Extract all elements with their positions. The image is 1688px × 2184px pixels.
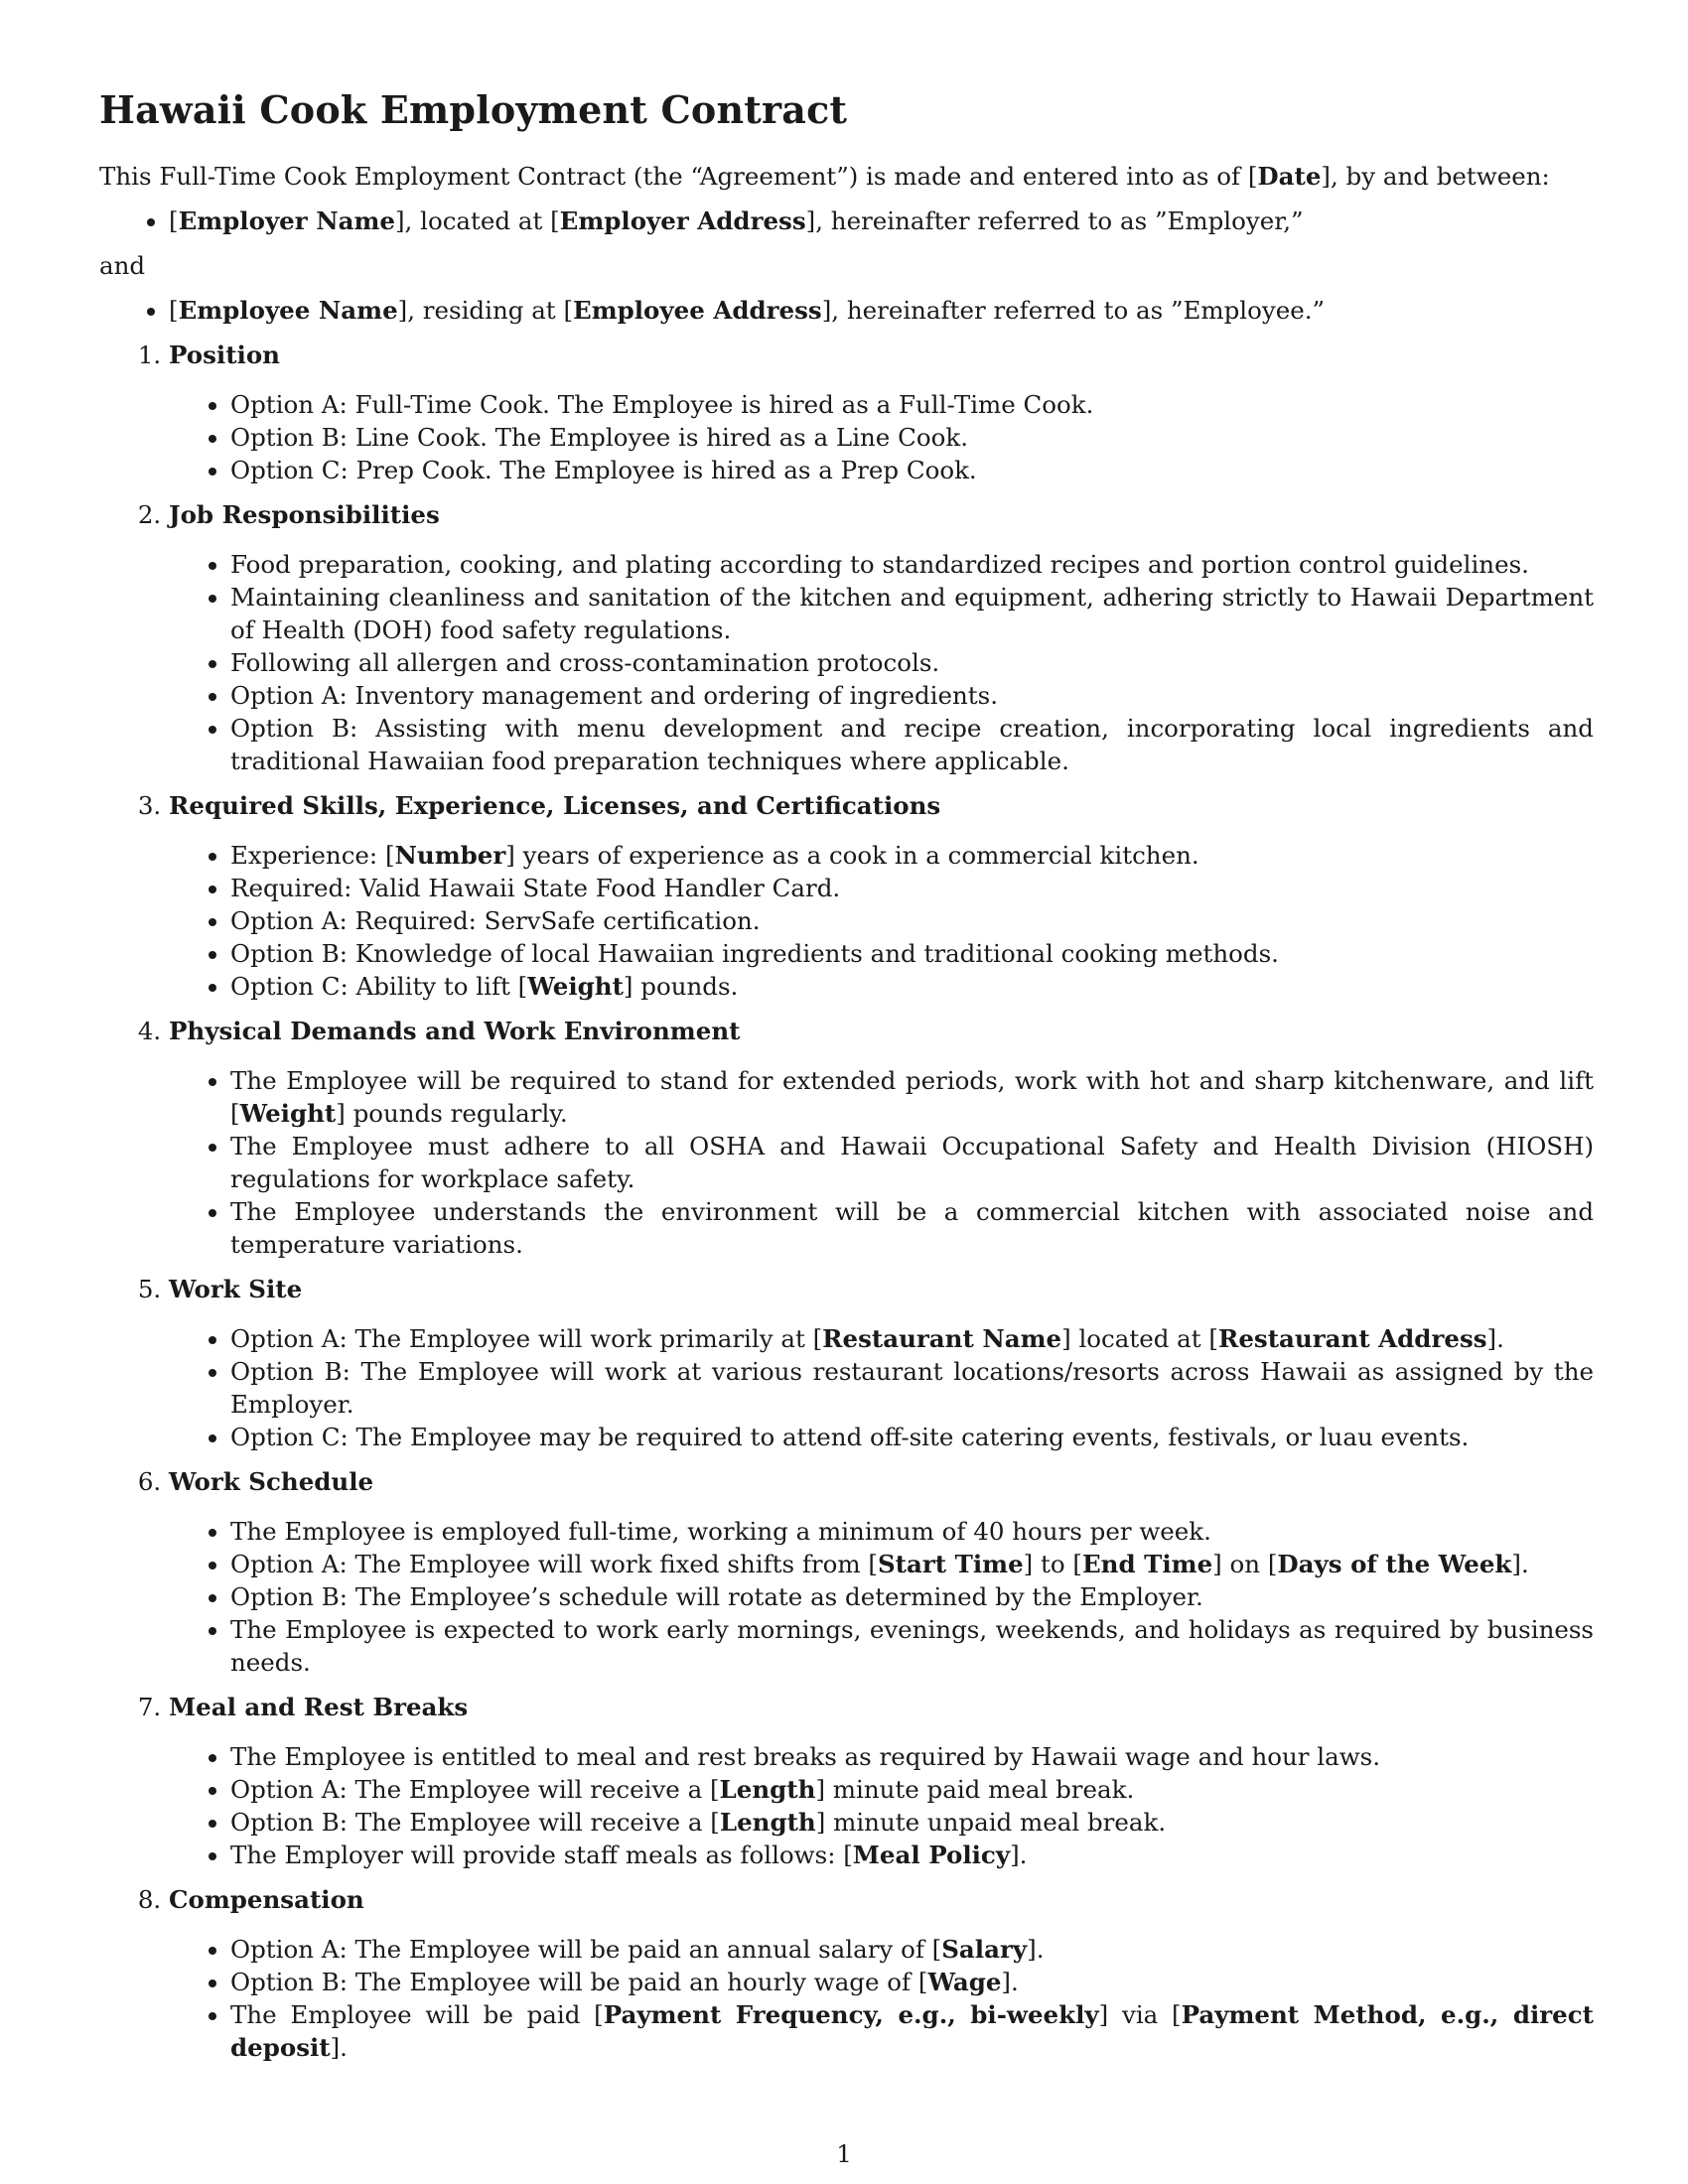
placeholder-field: Number — [394, 841, 506, 870]
section-items — [169, 388, 1594, 486]
list-item: • Option B: Knowledge of local Hawaiian ingredients and traditional cooking methods. — [230, 937, 1594, 970]
placeholder-field: End Time — [1081, 1550, 1213, 1578]
employee-item: • [Employee Name], residing at [Employee Address], hereinafter referred to as ”Employee.” — [169, 294, 1594, 327]
placeholder-field: Weight — [239, 1099, 337, 1128]
placeholder-field: Start Time — [877, 1550, 1024, 1578]
list-item — [230, 1548, 1594, 1580]
date-placeholder: Date — [1257, 162, 1322, 191]
employee-list — [99, 294, 1594, 327]
list-item — [230, 1933, 1594, 1966]
employer-mid: , located at — [404, 206, 551, 235]
list-item: • Option A: Inventory management and ordering of ingredients. — [230, 679, 1594, 712]
section-title: 7. Meal and Rest Breaks — [169, 1693, 469, 1721]
list-item: • Food preparation, cooking, and plating according to standardized recipes and portion control guidelines. — [230, 548, 1594, 581]
document-page — [99, 87, 1594, 2076]
list-item: • Following all allergen and cross-contamination protocols. — [230, 646, 1594, 679]
employer-item: • [Employer Name], located at [Employer Address], hereinafter referred to as ”Employer,” — [169, 205, 1594, 237]
document-title: Hawaii Cook Employment Contract — [99, 87, 848, 132]
item-text: ]. — [1001, 1968, 1019, 1996]
section-5 — [169, 1273, 1594, 1453]
list-item: • Option A: Full-Time Cook. The Employee is hired as a Full-Time Cook. — [230, 388, 1594, 421]
item-text: Option A: The Employee will work fixed shifts from [ — [230, 1550, 878, 1578]
list-item: • Maintaining cleanliness and sanitation of the kitchen and equipment, adhering strictly to Hawaii Department of Health (DOH) food safety regulations. — [230, 581, 1594, 646]
list-item: • Required: Valid Hawaii State Food Handler Card. — [230, 872, 1594, 904]
list-item: • The Employee must adhere to all OSHA and Hawaii Occupational Safety and Health Division (HIOSH) regulations for workplace safety. — [230, 1130, 1594, 1195]
item-text: ] minute unpaid meal break. — [815, 1808, 1167, 1837]
list-item — [230, 1966, 1594, 1998]
employer-list — [99, 205, 1594, 237]
list-item — [230, 839, 1594, 872]
item-text: ] years of experience as a cook in a commercial kitchen. — [505, 841, 1199, 870]
list-item — [230, 1322, 1594, 1355]
section-7 — [169, 1691, 1594, 1871]
placeholder-field: Length — [719, 1775, 816, 1804]
item-text: ] pounds regularly. — [336, 1099, 568, 1128]
item-text: Option A: The Employee will receive a [ — [230, 1775, 720, 1804]
intro-tail: , by and between: — [1330, 162, 1550, 191]
list-item — [230, 1998, 1594, 2064]
list-item: • The Employee is expected to work early mornings, evenings, weekends, and holidays as required by business needs. — [230, 1613, 1594, 1679]
section-2 — [169, 498, 1594, 777]
section-title: 8. Compensation — [169, 1885, 364, 1914]
item-text: ] via [ — [1098, 2000, 1182, 2029]
list-item — [230, 1839, 1594, 1871]
placeholder-field: Salary — [941, 1935, 1028, 1964]
employee-mid: , residing at — [407, 296, 564, 325]
placeholder-field: Wage — [927, 1968, 1002, 1996]
section-title: 1. Position — [169, 341, 280, 369]
item-text: Experience: [ — [230, 841, 395, 870]
list-item — [230, 1773, 1594, 1806]
list-item — [230, 1064, 1594, 1130]
item-text: ] on [ — [1212, 1550, 1278, 1578]
section-items — [169, 548, 1594, 777]
item-text: ]. — [1511, 1550, 1529, 1578]
item-text: The Employee will be required to stand for extended periods, work with hot and sharp kitchenware, and lift [ — [230, 1066, 1594, 1128]
section-items — [169, 1322, 1594, 1453]
list-item: • Option C: Prep Cook. The Employee is hired as a Prep Cook. — [230, 454, 1594, 486]
intro-text: This Full-Time Cook Employment Contract (the “Agreement”) is made and entered into as of — [99, 162, 1248, 191]
section-items — [169, 839, 1594, 1003]
item-text: ] located at [ — [1061, 1324, 1218, 1353]
placeholder-field: Days of the Week — [1277, 1550, 1512, 1578]
item-text: Option A: The Employee will be paid an annual salary of [ — [230, 1935, 942, 1964]
placeholder-field: Restaurant Name — [822, 1324, 1062, 1353]
employer-tail: , hereinafter referred to as ”Employer,” — [815, 206, 1304, 235]
section-title: 6. Work Schedule — [169, 1467, 374, 1496]
placeholder-field: Weight — [527, 972, 624, 1001]
employer-name-placeholder: Employer Name — [178, 206, 395, 235]
section-items — [169, 1515, 1594, 1679]
section-items — [169, 1933, 1594, 2064]
placeholder-field: Payment Method, e.g., direct deposit — [230, 2000, 1594, 2062]
placeholder-field: Restaurant Address — [1217, 1324, 1487, 1353]
item-text: ]. — [1010, 1841, 1028, 1869]
list-item: • The Employee understands the environment will be a commercial kitchen with associated noise and temperature variations. — [230, 1195, 1594, 1261]
list-item: • The Employee is employed full-time, working a minimum of 40 hours per week. — [230, 1515, 1594, 1548]
list-item: • Option C: The Employee may be required to attend off-site catering events, festivals, or luau events. — [230, 1421, 1594, 1453]
item-text: The Employee will be paid [ — [230, 2000, 604, 2029]
item-text: The Employer will provide staff meals as follows: [ — [230, 1841, 853, 1869]
item-text: ] minute paid meal break. — [815, 1775, 1135, 1804]
list-item: • Option B: The Employee will work at various restaurant locations/resorts across Hawaii as assigned by the Employer. — [230, 1355, 1594, 1421]
section-6 — [169, 1465, 1594, 1679]
item-text: Option A: The Employee will work primarily at [ — [230, 1324, 823, 1353]
item-text: Option C: Ability to lift [ — [230, 972, 528, 1001]
intro-paragraph: This Full-Time Cook Employment Contract (the “Agreement”) is made and entered into as of [Date], by and between: — [99, 162, 1550, 191]
section-3 — [169, 789, 1594, 1003]
section-4 — [169, 1015, 1594, 1261]
list-item: • Option B: Line Cook. The Employee is hired as a Line Cook. — [230, 421, 1594, 454]
section-1 — [169, 339, 1594, 486]
section-title: 2. Job Responsibilities — [169, 500, 440, 529]
list-item: • Option A: Required: ServSafe certification. — [230, 904, 1594, 937]
section-items — [169, 1740, 1594, 1871]
employer-address-placeholder: Employer Address — [559, 206, 806, 235]
section-title: 3. Required Skills, Experience, Licenses, and Certifications — [169, 791, 941, 820]
list-item: • Option B: Assisting with menu development and recipe creation, incorporating local ingredients and traditional Hawaiian food preparation techniques where applicable. — [230, 712, 1594, 777]
page-number: 1 — [836, 2139, 852, 2168]
item-text: ]. — [330, 2033, 348, 2062]
placeholder-field: Payment Frequency, e.g., bi-weekly — [603, 2000, 1099, 2029]
item-text: ]. — [1486, 1324, 1504, 1353]
item-text: ] pounds. — [623, 972, 739, 1001]
employee-address-placeholder: Employee Address — [573, 296, 822, 325]
section-items — [169, 1064, 1594, 1261]
placeholder-field: Meal Policy — [852, 1841, 1011, 1869]
section-title: 4. Physical Demands and Work Environment — [169, 1017, 741, 1045]
employee-tail: , hereinafter referred to as ”Employee.” — [831, 296, 1326, 325]
item-text: ]. — [1027, 1935, 1045, 1964]
list-item: • Option B: The Employee’s schedule will rotate as determined by the Employer. — [230, 1580, 1594, 1613]
list-item — [230, 970, 1594, 1003]
and-label: and — [99, 251, 146, 280]
list-item — [230, 1806, 1594, 1839]
employee-name-placeholder: Employee Name — [178, 296, 398, 325]
item-text: ] to [ — [1023, 1550, 1082, 1578]
list-item: • The Employee is entitled to meal and rest breaks as required by Hawaii wage and hour laws. — [230, 1740, 1594, 1773]
placeholder-field: Length — [719, 1808, 816, 1837]
contract-sections — [99, 339, 1594, 2064]
item-text: Option B: The Employee will receive a [ — [230, 1808, 720, 1837]
section-title: 5. Work Site — [169, 1275, 303, 1303]
section-8 — [169, 1883, 1594, 2064]
item-text: Option B: The Employee will be paid an hourly wage of [ — [230, 1968, 928, 1996]
